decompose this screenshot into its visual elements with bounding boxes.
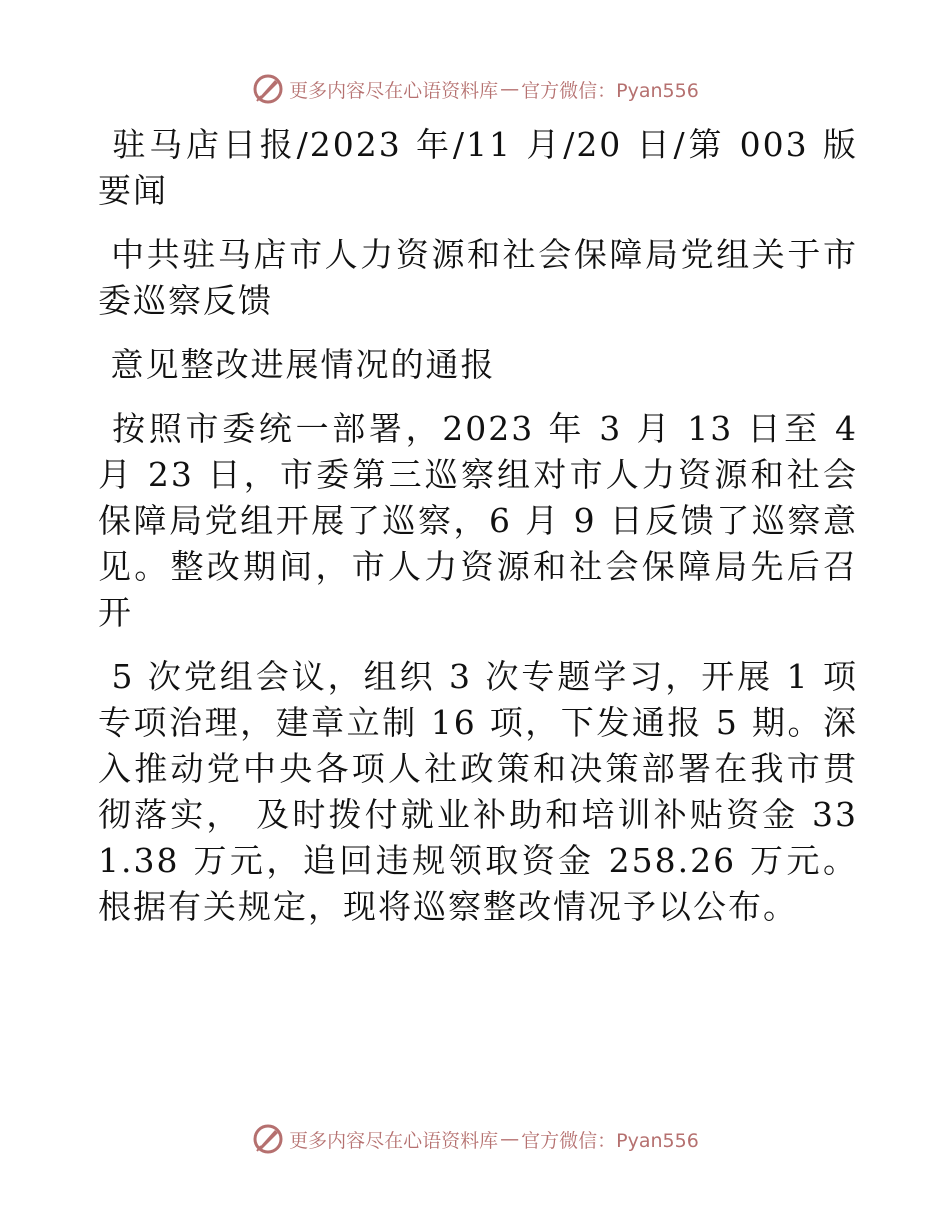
document-body [98,122,871,948]
watermark-wechat: 官方微信：Pyan556 [521,79,699,102]
watermark-dash: — [500,78,520,100]
watermark-dash: — [500,1128,520,1150]
title-line-2: 意见整改进展情况的通报 [98,345,496,384]
watermark-text: 更多内容尽在心语资料库 [289,1129,499,1152]
paragraph-1: 按照市委统一部署，2023 年 3 月 13 日至 4 月 23 日，市委第三巡察组对市人力资源和社会保障局党组开展了巡察，6 月 9 日反馈了巡察意见。整改期间，市人力资源和社会保障局先后召开 [98,409,871,632]
quill-pen-logo-icon [251,1122,285,1156]
paragraph-2: 5 次党组会议，组织 3 次专题学习，开展 1 项专项治理，建章立制 16 项，下发通报 5 期。深入推动党中央各项人社政策和决策部署在我市贯彻落实， 及时拨付就业补助和培训补贴资金 331.38 万元，追回违规领取资金 258.26 万元。根据有关规定，现将巡察整改情况予以公布。 [98,657,858,926]
watermark-wechat: 官方微信：Pyan556 [521,1129,699,1152]
dateline: 驻马店日报/2023 年/11 月/20 日/第 003 版要闻 [98,125,858,210]
quill-pen-logo-icon [251,72,285,106]
header-watermark [0,72,950,106]
footer-watermark [0,1122,950,1156]
title-line-1: 中共驻马店市人力资源和社会保障局党组关于市委巡察反馈 [98,235,858,320]
watermark-text: 更多内容尽在心语资料库 [289,79,499,102]
